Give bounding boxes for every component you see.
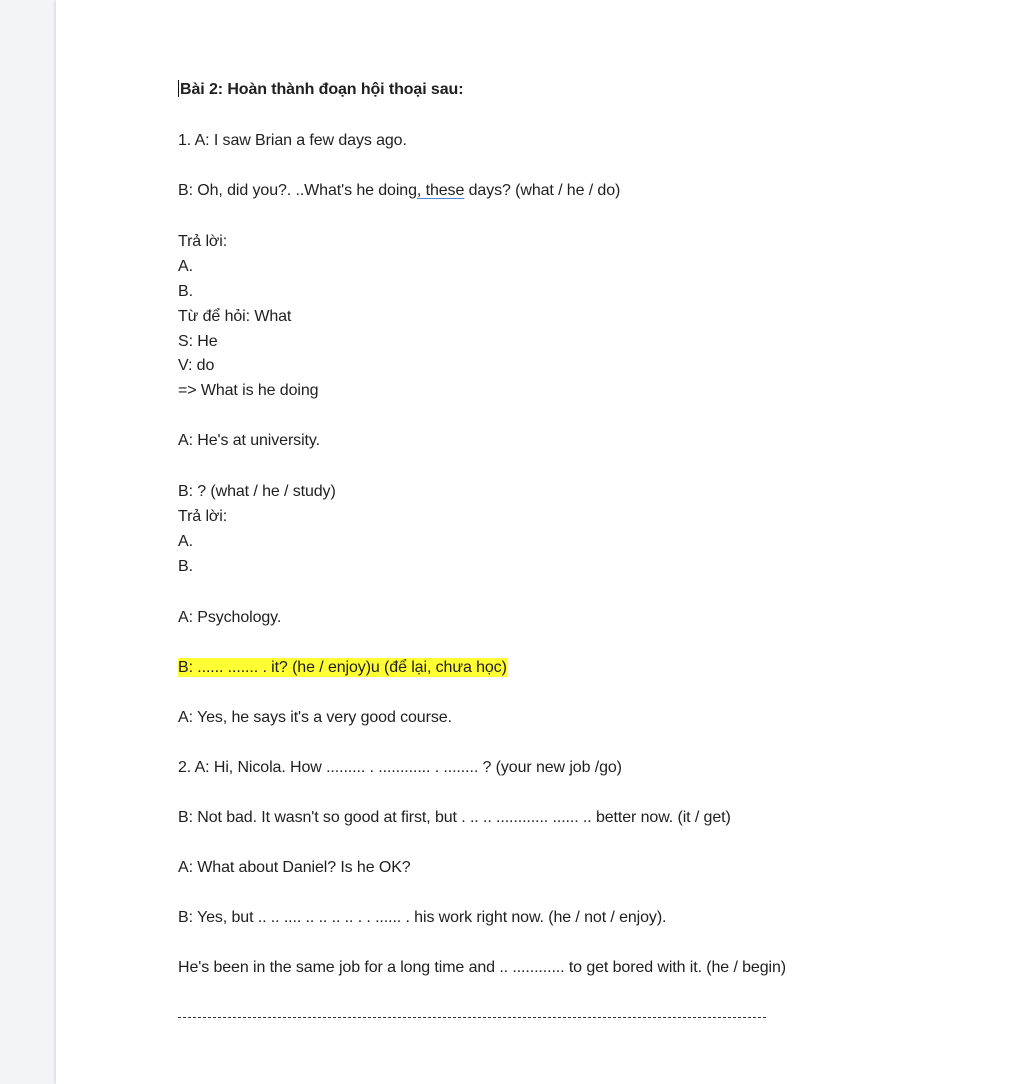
question-word: Từ để hỏi: What: [178, 308, 292, 325]
spellcheck-underline: , these: [416, 182, 465, 199]
dashed-separator: [178, 1017, 766, 1018]
answer-label: Trả lời:: [178, 233, 228, 250]
answer-b-2: B.: [178, 558, 193, 575]
text-cursor: [178, 80, 179, 97]
dialogue-line-2-start: B: Oh, did you?. ..What's he doing: [178, 182, 417, 199]
dialogue-line-2: [178, 181, 620, 201]
subject-line: S: He: [178, 333, 218, 350]
document-page: [56, 0, 1024, 1084]
verb-line: V: do: [178, 357, 215, 374]
dialogue-line-1: 1. A: I saw Brian a few days ago.: [178, 132, 407, 149]
dialogue-line-5: A: Psychology.: [178, 609, 282, 626]
answer-b: B.: [178, 283, 193, 300]
dialogue-line-2-end: days? (what / he / do): [464, 182, 621, 199]
answer-a: A.: [178, 258, 193, 275]
exercise-title-text: Bài 2: Hoàn thành đoạn hội thoại sau:: [180, 81, 464, 98]
exercise-title: [178, 80, 463, 100]
highlighted-text: B: ...... ....... . it? (he / enjoy)u (để lại, chưa học): [178, 659, 507, 676]
dialogue-line-10: B: Yes, but .. .. .... .. .. .. .. . . ...... . his work right now. (he / not / enjoy).: [178, 909, 667, 926]
answer-a-2: A.: [178, 533, 193, 550]
dialogue-line-6: A: Yes, he says it's a very good course.: [178, 709, 452, 726]
result-line: => What is he doing: [178, 382, 319, 399]
dialogue-line-3: A: He's at university.: [178, 432, 320, 449]
dialogue-line-9: A: What about Daniel? Is he OK?: [178, 859, 411, 876]
highlighted-line: [178, 658, 507, 678]
dialogue-line-4: B: ? (what / he / study): [178, 483, 336, 500]
dialogue-line-7: 2. A: Hi, Nicola. How ......... . ............ . ........ ? (your new job /go): [178, 759, 622, 776]
answer-label-2: Trả lời:: [178, 508, 228, 525]
dialogue-line-11: He's been in the same job for a long time and .. ............ to get bored with it. (he / begin): [178, 959, 787, 976]
dialogue-line-8: B: Not bad. It wasn't so good at first, but . .. .. ............ ...... .. better now. (it / get): [178, 809, 731, 826]
